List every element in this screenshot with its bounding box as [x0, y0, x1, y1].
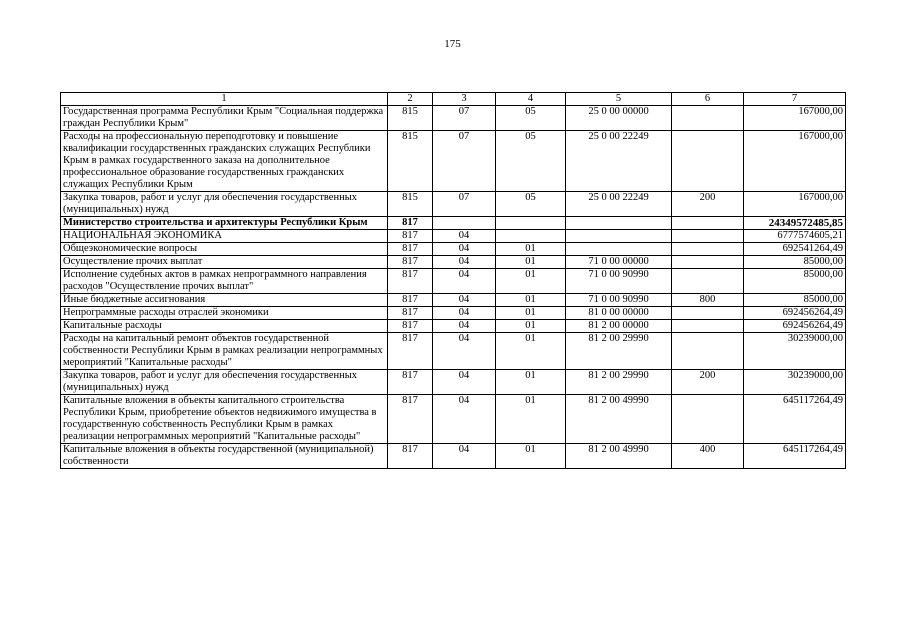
row-code-5: 81 2 00 29990 [566, 370, 672, 395]
row-code-5: 71 0 00 90990 [566, 294, 672, 307]
table-row [61, 307, 846, 320]
row-code-6 [672, 131, 744, 192]
row-name: Иные бюджетные ассигнования [61, 294, 388, 307]
table-row [61, 370, 846, 395]
row-code-5 [566, 230, 672, 243]
table-row [61, 395, 846, 444]
row-code-5: 81 0 00 00000 [566, 307, 672, 320]
row-name: Министерство строительства и архитектуры Республики Крым [61, 217, 388, 230]
row-code-2: 817 [388, 230, 433, 243]
column-header: 6 [672, 93, 744, 106]
row-code-4: 01 [496, 243, 566, 256]
row-code-6 [672, 395, 744, 444]
row-amount: 30239000,00 [744, 370, 846, 395]
row-code-3: 04 [433, 395, 496, 444]
row-code-4: 01 [496, 269, 566, 294]
row-amount: 692541264,49 [744, 243, 846, 256]
row-code-4: 01 [496, 294, 566, 307]
row-code-4: 01 [496, 395, 566, 444]
row-code-2: 815 [388, 192, 433, 217]
row-code-4: 01 [496, 333, 566, 370]
row-code-5: 25 0 00 22249 [566, 192, 672, 217]
row-code-3: 04 [433, 243, 496, 256]
row-code-3 [433, 217, 496, 230]
row-name: Закупка товаров, работ и услуг для обеспечения государственных (муниципальных) нужд [61, 370, 388, 395]
row-code-3: 07 [433, 106, 496, 131]
row-name: Капитальные вложения в объекты капитального строительства Республики Крым, приобретение объектов недвижимого имущества в государственную собственность Республики Крым в рамках реализации непрограммных мероприятий "Капитальные расходы" [61, 395, 388, 444]
row-code-6 [672, 269, 744, 294]
row-code-6: 800 [672, 294, 744, 307]
column-header: 5 [566, 93, 672, 106]
row-code-4: 01 [496, 307, 566, 320]
table-row [61, 444, 846, 469]
row-name: Государственная программа Республики Крым "Социальная поддержка граждан Республики Крым" [61, 106, 388, 131]
column-header: 3 [433, 93, 496, 106]
row-code-6: 400 [672, 444, 744, 469]
row-code-4: 01 [496, 320, 566, 333]
row-code-3: 04 [433, 269, 496, 294]
row-code-5: 71 0 00 00000 [566, 256, 672, 269]
row-code-6 [672, 106, 744, 131]
row-amount: 85000,00 [744, 294, 846, 307]
row-code-5: 81 2 00 49990 [566, 444, 672, 469]
table-row [61, 243, 846, 256]
row-code-3: 04 [433, 307, 496, 320]
row-code-4: 05 [496, 192, 566, 217]
row-code-2: 817 [388, 333, 433, 370]
row-code-4 [496, 230, 566, 243]
row-amount: 167000,00 [744, 131, 846, 192]
table-row [61, 294, 846, 307]
row-code-4: 05 [496, 131, 566, 192]
table-row [61, 217, 846, 230]
row-code-5: 81 2 00 29990 [566, 333, 672, 370]
table-row [61, 192, 846, 217]
column-header: 1 [61, 93, 388, 106]
column-header: 2 [388, 93, 433, 106]
row-code-3: 07 [433, 131, 496, 192]
row-code-2: 815 [388, 106, 433, 131]
row-code-4: 01 [496, 444, 566, 469]
row-code-5: 71 0 00 90990 [566, 269, 672, 294]
row-code-2: 817 [388, 243, 433, 256]
row-amount: 692456264,49 [744, 307, 846, 320]
row-code-4: 01 [496, 370, 566, 395]
row-code-3: 04 [433, 230, 496, 243]
row-code-4 [496, 217, 566, 230]
row-code-4: 01 [496, 256, 566, 269]
row-code-4: 05 [496, 106, 566, 131]
row-code-6 [672, 243, 744, 256]
row-name: Исполнение судебных актов в рамках непрограммного направления расходов "Осуществление прочих выплат" [61, 269, 388, 294]
column-header: 7 [744, 93, 846, 106]
row-code-2: 817 [388, 307, 433, 320]
row-code-2: 817 [388, 269, 433, 294]
row-amount: 645117264,49 [744, 395, 846, 444]
row-amount: 85000,00 [744, 256, 846, 269]
row-code-2: 817 [388, 320, 433, 333]
row-name: Капитальные расходы [61, 320, 388, 333]
row-amount: 85000,00 [744, 269, 846, 294]
row-code-5: 81 2 00 00000 [566, 320, 672, 333]
row-amount: 24349572485,85 [744, 217, 846, 230]
row-code-5: 25 0 00 22249 [566, 131, 672, 192]
row-amount: 30239000,00 [744, 333, 846, 370]
row-code-6 [672, 307, 744, 320]
row-amount: 6777574605,21 [744, 230, 846, 243]
table-row [61, 269, 846, 294]
budget-table [60, 92, 846, 469]
row-code-6 [672, 230, 744, 243]
row-code-6 [672, 256, 744, 269]
row-code-3: 04 [433, 320, 496, 333]
row-name: Осуществление прочих выплат [61, 256, 388, 269]
row-amount: 167000,00 [744, 192, 846, 217]
row-amount: 692456264,49 [744, 320, 846, 333]
row-code-5 [566, 217, 672, 230]
row-code-6: 200 [672, 370, 744, 395]
table-row [61, 256, 846, 269]
row-code-6 [672, 333, 744, 370]
row-name: НАЦИОНАЛЬНАЯ ЭКОНОМИКА [61, 230, 388, 243]
row-name: Расходы на профессиональную переподготовку и повышение квалификации государственных гражданских служащих Республики Крым в рамках государственного заказа на дополнительное профессиональное образование государственных гражданских служащих Республики Крым [61, 131, 388, 192]
row-name: Расходы на капитальный ремонт объектов государственной собственности Республики Крым в рамках реализации непрограммных мероприятий "Капитальные расходы" [61, 333, 388, 370]
row-code-3: 04 [433, 294, 496, 307]
table-header-row [61, 93, 846, 106]
row-code-3: 04 [433, 256, 496, 269]
table-row [61, 230, 846, 243]
row-code-3: 04 [433, 333, 496, 370]
row-amount: 167000,00 [744, 106, 846, 131]
row-code-2: 817 [388, 256, 433, 269]
row-code-2: 817 [388, 370, 433, 395]
column-header: 4 [496, 93, 566, 106]
row-code-6 [672, 217, 744, 230]
row-code-6 [672, 320, 744, 333]
row-code-6: 200 [672, 192, 744, 217]
row-code-5: 25 0 00 00000 [566, 106, 672, 131]
row-name: Непрограммные расходы отраслей экономики [61, 307, 388, 320]
row-code-5: 81 2 00 49990 [566, 395, 672, 444]
row-code-2: 815 [388, 131, 433, 192]
table-row [61, 320, 846, 333]
page-number: 175 [444, 38, 461, 50]
row-code-3: 04 [433, 370, 496, 395]
row-code-5 [566, 243, 672, 256]
row-code-2: 817 [388, 395, 433, 444]
row-name: Капитальные вложения в объекты государственной (муниципальной) собственности [61, 444, 388, 469]
row-code-2: 817 [388, 217, 433, 230]
table-row [61, 333, 846, 370]
table-row [61, 131, 846, 192]
table-row [61, 106, 846, 131]
row-code-2: 817 [388, 294, 433, 307]
row-name: Общеэкономические вопросы [61, 243, 388, 256]
row-code-2: 817 [388, 444, 433, 469]
row-name: Закупка товаров, работ и услуг для обеспечения государственных (муниципальных) нужд [61, 192, 388, 217]
row-code-3: 04 [433, 444, 496, 469]
row-amount: 645117264,49 [744, 444, 846, 469]
row-code-3: 07 [433, 192, 496, 217]
